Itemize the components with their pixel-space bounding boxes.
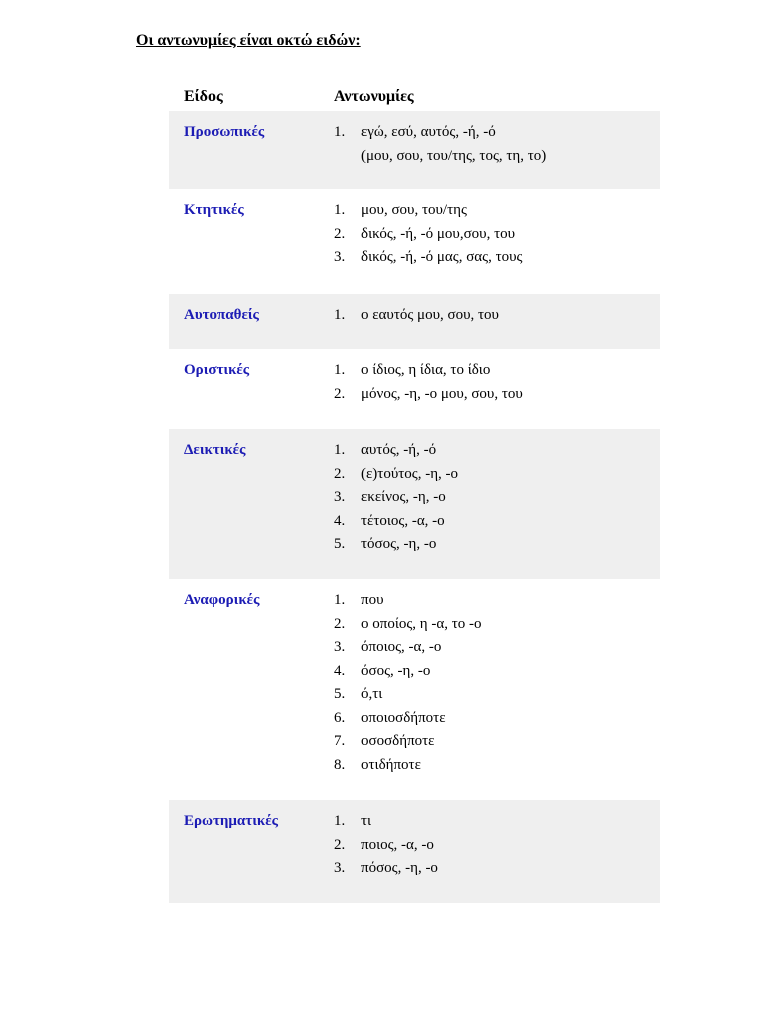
header-pronouns: Αντωνυμίες xyxy=(334,87,414,105)
list-item: 2. δικός, -ή, -ό μου,σου, του xyxy=(334,225,516,242)
pronoun-list xyxy=(334,304,660,328)
row-interrogative xyxy=(169,800,660,903)
list-item: 3. δικός, -ή, -ό μας, σας, τους xyxy=(334,249,523,265)
type-label: Οριστικές xyxy=(184,362,250,378)
pronoun-list-cell xyxy=(334,111,660,189)
list-item: 2. ο οποίος, η -α, το -ο xyxy=(334,615,482,632)
pronoun-types-table xyxy=(169,82,660,903)
pronoun-list xyxy=(334,199,660,270)
list-item: 2. (ε)τούτος, -η, -ο xyxy=(334,465,459,482)
pronoun-list xyxy=(334,589,660,777)
row-relative xyxy=(169,579,660,800)
list-item: 1. ο εαυτός μου, σου, του xyxy=(334,307,499,323)
pronoun-list-cell xyxy=(334,189,660,294)
list-item: 3. πόσος, -η, -ο xyxy=(334,860,438,876)
header-type: Είδος xyxy=(184,87,223,105)
list-item: 7. οσοσδήποτε xyxy=(334,733,435,749)
list-item: 1. που xyxy=(334,592,384,608)
pronoun-list xyxy=(334,810,660,881)
list-item: 1. μου, σου, του/της xyxy=(334,202,467,218)
pronoun-list xyxy=(334,121,660,145)
list-item: 6. οποιοσδήποτε xyxy=(334,709,446,726)
pronoun-list-cell xyxy=(334,800,660,903)
type-label: Αυτοπαθείς xyxy=(169,294,334,349)
page-title: Οι αντωνυμίες είναι οκτώ ειδών: xyxy=(136,32,361,49)
row-demonstrative xyxy=(169,429,660,579)
pronoun-list-cell xyxy=(334,349,660,429)
list-item: 2. μόνος, -η, -ο μου, σου, του xyxy=(334,385,523,402)
pronoun-list-cell xyxy=(334,429,660,579)
list-item: 1. τι xyxy=(334,813,372,829)
pronoun-list-cell xyxy=(334,294,660,349)
list-item: 8. οτιδήποτε xyxy=(334,756,421,773)
list-item: 5. ό,τι xyxy=(334,686,383,702)
pronoun-list-cell xyxy=(334,579,660,800)
list-item: 1. ο ίδιος, η ίδια, το ίδιο xyxy=(334,362,491,378)
type-label: Προσωπικές xyxy=(169,111,334,189)
type-label: Αναφορικές xyxy=(184,592,260,608)
list-item: 4. τέτοιος, -α, -ο xyxy=(334,512,445,529)
type-label: Δεικτικές xyxy=(169,429,334,579)
list-item: 3. όποιος, -α, -ο xyxy=(334,639,442,655)
pronoun-list xyxy=(334,439,660,557)
list-item: 5. τόσος, -η, -ο xyxy=(334,536,437,552)
type-label: Ερωτηματικές xyxy=(169,800,334,903)
list-item: 3. εκείνος, -η, -ο xyxy=(334,489,446,505)
type-label: Κτητικές xyxy=(184,202,244,218)
table-header-row xyxy=(169,82,660,111)
list-item: 2. ποιος, -α, -ο xyxy=(334,836,434,853)
pronoun-list xyxy=(334,359,660,406)
list-item: 1. εγώ, εσύ, αυτός, -ή, -ό xyxy=(334,124,496,140)
list-item-continuation: (μου, σου, του/της, τος, τη, το) xyxy=(361,147,547,164)
list-item: 4. όσος, -η, -ο xyxy=(334,662,431,679)
row-reflexive xyxy=(169,294,660,349)
list-item: 1. αυτός, -ή, -ό xyxy=(334,442,437,458)
row-definite xyxy=(169,349,660,429)
row-personal xyxy=(169,111,660,189)
row-possessive xyxy=(169,189,660,294)
